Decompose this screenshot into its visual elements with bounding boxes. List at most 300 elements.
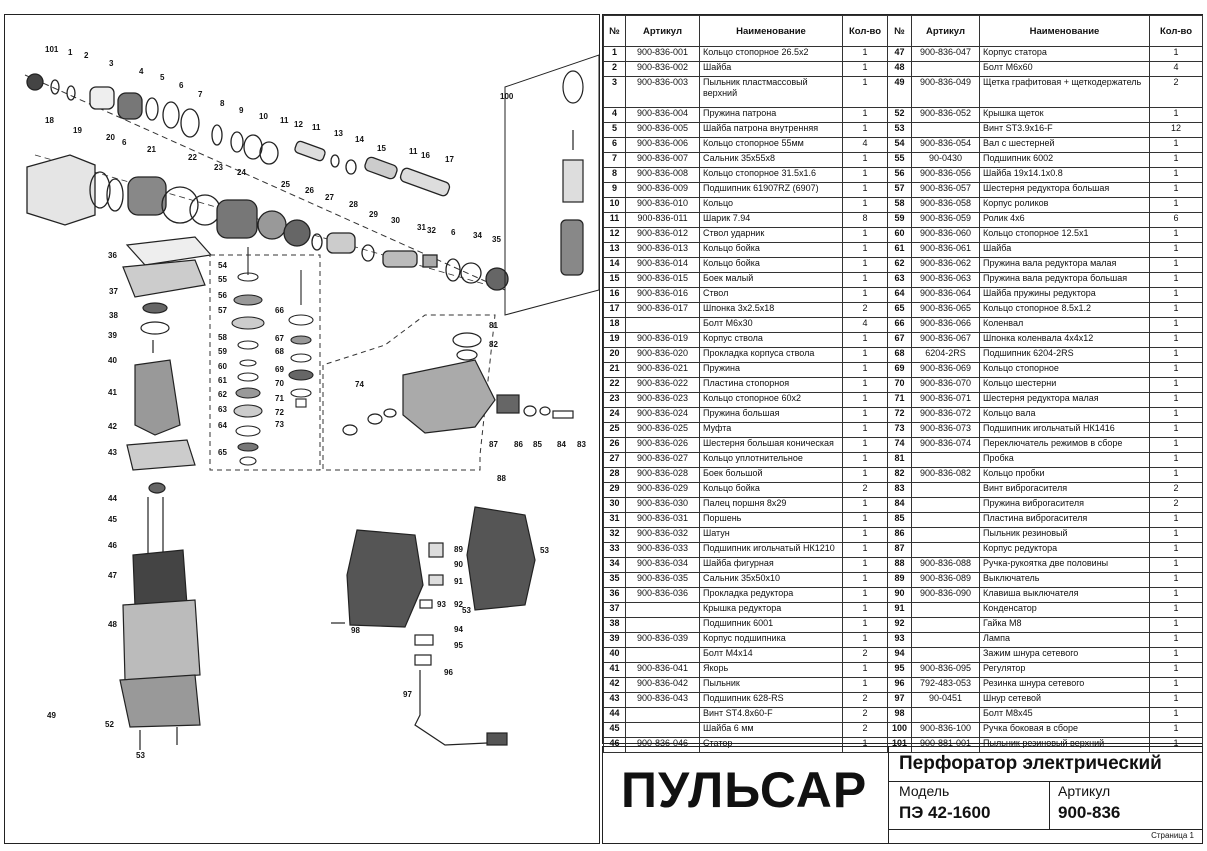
table-row: [604, 438, 1203, 453]
part-qty: 1: [1150, 648, 1203, 663]
part-qty: 1: [1150, 528, 1203, 543]
header-no: №: [604, 16, 626, 47]
part-name: Ствол: [700, 288, 843, 303]
part-callout-label: 92: [454, 600, 463, 609]
part-name: Прокладка редуктора: [700, 588, 843, 603]
part-name: Винт ST3.9х16-F: [980, 123, 1150, 138]
part-article: 900-836-017: [626, 303, 700, 318]
part-callout-label: 2: [84, 51, 89, 60]
part-number: 28: [604, 468, 626, 483]
part-article: 900-836-026: [626, 438, 700, 453]
part-qty: 1: [843, 438, 888, 453]
part-name: Якорь: [700, 663, 843, 678]
part-callout-label: 93: [437, 600, 446, 609]
part-qty: 2: [843, 648, 888, 663]
part-callout-label: 17: [445, 155, 454, 164]
brand-logo-text: ПУЛЬСАР: [621, 762, 868, 818]
model-value: ПЭ 42-1600: [899, 803, 991, 822]
part-number: 14: [604, 258, 626, 273]
part-qty: 12: [1150, 123, 1203, 138]
part-name: Лампа: [980, 633, 1150, 648]
part-qty: 1: [1150, 288, 1203, 303]
brand-logo: [603, 747, 889, 843]
part-number: 54: [888, 138, 912, 153]
part-article: 900-836-032: [626, 528, 700, 543]
part-qty: 1: [843, 123, 888, 138]
part-number: 53: [888, 123, 912, 138]
part-number: 24: [604, 408, 626, 423]
part-qty: 1: [843, 228, 888, 243]
part-number: 92: [888, 618, 912, 633]
part-number: 88: [888, 558, 912, 573]
part-number: 20: [604, 348, 626, 363]
part-qty: 1: [843, 738, 888, 753]
part-qty: 4: [843, 138, 888, 153]
part-callout-label: 28: [349, 200, 358, 209]
part-qty: 4: [843, 318, 888, 333]
part-callout-label: 89: [454, 545, 463, 554]
part-number: 6: [604, 138, 626, 153]
part-article: 900-836-054: [912, 138, 980, 153]
part-callout-label: 54: [218, 261, 227, 270]
part-name: Ручка-рукоятка две половины: [980, 558, 1150, 573]
part-number: 41: [604, 663, 626, 678]
table-row: [604, 288, 1203, 303]
part-article: 900-836-089: [912, 573, 980, 588]
part-name: Боек большой: [700, 468, 843, 483]
part-qty: 1: [1150, 138, 1203, 153]
part-number: 23: [604, 393, 626, 408]
part-article: 900-836-063: [912, 273, 980, 288]
header-qty: Кол-во: [1150, 16, 1203, 47]
part-callout-label: 31: [417, 223, 426, 232]
table-row: [604, 423, 1203, 438]
part-number: 30: [604, 498, 626, 513]
part-qty: 1: [1150, 47, 1203, 62]
part-name: Кольцо: [700, 198, 843, 213]
part-number: 35: [604, 573, 626, 588]
part-callout-label: 35: [492, 235, 501, 244]
table-row: [604, 408, 1203, 423]
part-number: 10: [604, 198, 626, 213]
table-row: [604, 77, 1203, 108]
part-article: [912, 62, 980, 77]
part-qty: 1: [843, 348, 888, 363]
part-article: 900-836-057: [912, 183, 980, 198]
part-article: [626, 318, 700, 333]
part-qty: 1: [1150, 303, 1203, 318]
part-name: Пластина виброгасителя: [980, 513, 1150, 528]
part-article: [912, 648, 980, 663]
part-callout-label: 95: [454, 641, 463, 650]
part-callout-label: 97: [403, 690, 412, 699]
part-qty: 1: [843, 663, 888, 678]
part-article: 900-836-059: [912, 213, 980, 228]
part-number: 94: [888, 648, 912, 663]
part-article: [626, 618, 700, 633]
part-callout-label: 72: [275, 408, 284, 417]
part-article: 90-0451: [912, 693, 980, 708]
part-qty: 1: [1150, 438, 1203, 453]
part-name: Подшипник игольчатый НК1416: [980, 423, 1150, 438]
part-qty: 2: [1150, 77, 1203, 108]
part-callout-label: 39: [108, 331, 117, 340]
part-qty: 1: [843, 588, 888, 603]
part-callout-label: 24: [237, 168, 246, 177]
table-row: [604, 47, 1203, 62]
part-callout-label: 66: [275, 306, 284, 315]
part-name: Шестерня большая коническая: [700, 438, 843, 453]
table-row: [604, 333, 1203, 348]
part-callout-label: 32: [427, 226, 436, 235]
part-name: Поршень: [700, 513, 843, 528]
part-article: 900-836-061: [912, 243, 980, 258]
part-callout-label: 10: [259, 112, 268, 121]
part-name: Клавиша выключателя: [980, 588, 1150, 603]
part-qty: 1: [843, 243, 888, 258]
part-callout-label: 7: [198, 90, 203, 99]
part-article: 900-836-046: [626, 738, 700, 753]
table-row: [604, 62, 1203, 77]
part-name: Кольцо стопорное 60х2: [700, 393, 843, 408]
part-number: 96: [888, 678, 912, 693]
part-callout-label: 23: [214, 163, 223, 172]
part-name: Болт М8х45: [980, 708, 1150, 723]
part-name: Шайба фигурная: [700, 558, 843, 573]
part-article: 900-836-073: [912, 423, 980, 438]
divider: [889, 829, 1202, 830]
part-name: Винт виброгасителя: [980, 483, 1150, 498]
part-article: [912, 618, 980, 633]
part-qty: 1: [1150, 633, 1203, 648]
part-number: 17: [604, 303, 626, 318]
part-number: 56: [888, 168, 912, 183]
part-callout-label: 53: [136, 751, 145, 760]
table-row: [604, 168, 1203, 183]
part-number: 63: [888, 273, 912, 288]
part-qty: 1: [843, 573, 888, 588]
part-qty: 1: [843, 363, 888, 378]
part-callout-label: 42: [108, 422, 117, 431]
part-callout-label: 9: [239, 106, 244, 115]
table-row: [604, 633, 1203, 648]
part-qty: 1: [843, 258, 888, 273]
part-name: Вал с шестерней: [980, 138, 1150, 153]
part-callout-label: 47: [108, 571, 117, 580]
part-number: 49: [888, 77, 912, 108]
part-qty: 1: [1150, 168, 1203, 183]
part-number: 66: [888, 318, 912, 333]
part-article: 900-836-021: [626, 363, 700, 378]
part-article: 90-0430: [912, 153, 980, 168]
part-number: 47: [888, 47, 912, 62]
part-callout-label: 73: [275, 420, 284, 429]
part-callout-label: 25: [281, 180, 290, 189]
part-number: 15: [604, 273, 626, 288]
table-header-row: [604, 16, 1203, 47]
part-name: Сальник 35х55х8: [700, 153, 843, 168]
part-article: [912, 498, 980, 513]
part-callout-label: 30: [391, 216, 400, 225]
part-qty: 1: [1150, 603, 1203, 618]
part-qty: 2: [1150, 483, 1203, 498]
part-callout-label: 38: [109, 311, 118, 320]
part-qty: 1: [843, 153, 888, 168]
part-article: [912, 483, 980, 498]
part-qty: 1: [1150, 108, 1203, 123]
part-article: 900-836-006: [626, 138, 700, 153]
part-article: 900-836-002: [626, 62, 700, 77]
table-row: [604, 108, 1203, 123]
page-number: Страница 1: [1151, 831, 1194, 840]
part-qty: 1: [843, 513, 888, 528]
part-name: Кольцо пробки: [980, 468, 1150, 483]
part-name: Пружина патрона: [700, 108, 843, 123]
part-name: Шайба патрона внутренняя: [700, 123, 843, 138]
table-row: [604, 588, 1203, 603]
part-callout-label: 61: [218, 376, 227, 385]
part-callout-label: 3: [109, 59, 114, 68]
part-qty: 4: [1150, 62, 1203, 77]
part-name: Шнур сетевой: [980, 693, 1150, 708]
part-article: 900-836-095: [912, 663, 980, 678]
parts-table-panel: [602, 14, 1203, 748]
part-qty: 6: [1150, 213, 1203, 228]
part-article: 900-836-069: [912, 363, 980, 378]
part-callout-label: 29: [369, 210, 378, 219]
part-article: 900-836-014: [626, 258, 700, 273]
table-row: [604, 528, 1203, 543]
part-name: Подшипник игольчатый НК1210: [700, 543, 843, 558]
part-name: Пружина вала редуктора большая: [980, 273, 1150, 288]
part-name: Подшипник 6001: [700, 618, 843, 633]
part-callout-label: 43: [108, 448, 117, 457]
part-callout-label: 6: [451, 228, 456, 237]
part-callout-label: 11: [409, 147, 418, 156]
part-qty: 1: [843, 62, 888, 77]
table-row: [604, 393, 1203, 408]
part-name: Кольцо стопорное 31.5х1.6: [700, 168, 843, 183]
part-callout-label: 87: [489, 440, 498, 449]
part-name: Кольцо стопорное 26.5х2: [700, 47, 843, 62]
part-callout-label: 81: [489, 321, 498, 330]
part-article: 900-836-039: [626, 633, 700, 648]
part-callout-label: 45: [108, 515, 117, 524]
part-article: 900-836-005: [626, 123, 700, 138]
part-article: [912, 633, 980, 648]
part-number: 22: [604, 378, 626, 393]
part-name: Конденсатор: [980, 603, 1150, 618]
part-qty: 1: [1150, 618, 1203, 633]
part-name: Винт ST4.8х60-F: [700, 708, 843, 723]
part-name: Пыльник резиновый: [980, 528, 1150, 543]
part-qty: 2: [843, 693, 888, 708]
part-name: Шайба 19х14.1х0.8: [980, 168, 1150, 183]
part-article: 900-836-066: [912, 318, 980, 333]
table-row: [604, 258, 1203, 273]
part-qty: 1: [1150, 348, 1203, 363]
part-name: Регулятор: [980, 663, 1150, 678]
part-number: 85: [888, 513, 912, 528]
part-number: 2: [604, 62, 626, 77]
part-qty: 1: [1150, 693, 1203, 708]
part-name: Шатун: [700, 528, 843, 543]
part-callout-label: 67: [275, 334, 284, 343]
part-name: Ствол ударник: [700, 228, 843, 243]
part-number: 46: [604, 738, 626, 753]
part-qty: 1: [843, 423, 888, 438]
part-name: Пыльник: [700, 678, 843, 693]
part-name: Кольцо стопорное 12.5х1: [980, 228, 1150, 243]
part-number: 59: [888, 213, 912, 228]
part-number: 1: [604, 47, 626, 62]
part-number: 95: [888, 663, 912, 678]
part-name: Зажим шнура сетевого: [980, 648, 1150, 663]
part-number: 65: [888, 303, 912, 318]
part-article: 900-836-082: [912, 468, 980, 483]
part-callout-label: 88: [497, 474, 506, 483]
part-number: 25: [604, 423, 626, 438]
part-name: Шестерня редуктора большая: [980, 183, 1150, 198]
exploded-diagram: [4, 14, 600, 844]
part-callout-label: 11: [312, 123, 321, 132]
part-callout-label: 26: [305, 186, 314, 195]
part-number: 90: [888, 588, 912, 603]
part-qty: 1: [843, 273, 888, 288]
part-callout-label: 14: [355, 135, 364, 144]
part-article: 900-836-062: [912, 258, 980, 273]
part-name: Пружина виброгасителя: [980, 498, 1150, 513]
part-number: 64: [888, 288, 912, 303]
part-number: 83: [888, 483, 912, 498]
part-article: 900-836-060: [912, 228, 980, 243]
part-name: Шайба: [700, 62, 843, 77]
table-row: [604, 348, 1203, 363]
part-name: Сальник 35х50х10: [700, 573, 843, 588]
part-name: Щетка графитовая + щеткодержатель: [980, 77, 1150, 108]
part-article: [912, 708, 980, 723]
part-qty: 1: [843, 558, 888, 573]
part-number: 12: [604, 228, 626, 243]
header-article: Артикул: [626, 16, 700, 47]
part-article: 900-836-029: [626, 483, 700, 498]
part-callout-label: 21: [147, 145, 156, 154]
part-article: 900-836-020: [626, 348, 700, 363]
header-name: Наименование: [700, 16, 843, 47]
part-qty: 1: [1150, 423, 1203, 438]
part-callout-label: 96: [444, 668, 453, 677]
part-article: 900-836-023: [626, 393, 700, 408]
part-qty: 1: [843, 288, 888, 303]
part-qty: 1: [1150, 333, 1203, 348]
part-number: 19: [604, 333, 626, 348]
part-qty: 1: [1150, 243, 1203, 258]
part-article: 900-836-001: [626, 47, 700, 62]
part-article: 900-836-049: [912, 77, 980, 108]
part-number: 84: [888, 498, 912, 513]
part-callout-label: 56: [218, 291, 227, 300]
part-article: 900-836-008: [626, 168, 700, 183]
part-number: 3: [604, 77, 626, 108]
part-callout-label: 62: [218, 390, 227, 399]
table-row: [604, 363, 1203, 378]
part-number: 91: [888, 603, 912, 618]
part-callout-label: 68: [275, 347, 284, 356]
part-article: 900-836-047: [912, 47, 980, 62]
table-row: [604, 213, 1203, 228]
header-name: Наименование: [980, 16, 1150, 47]
table-row: [604, 453, 1203, 468]
part-qty: 1: [1150, 573, 1203, 588]
part-name: Боек малый: [700, 273, 843, 288]
part-qty: 1: [1150, 183, 1203, 198]
document-title: Перфоратор электрический: [889, 747, 1202, 782]
part-qty: 1: [1150, 738, 1203, 753]
part-qty: 1: [1150, 708, 1203, 723]
part-number: 43: [604, 693, 626, 708]
part-number: 4: [604, 108, 626, 123]
parts-table: [603, 15, 1203, 753]
part-qty: 1: [843, 468, 888, 483]
part-article: 900-836-019: [626, 333, 700, 348]
part-callout-label: 83: [577, 440, 586, 449]
part-callout-label: 37: [109, 287, 118, 296]
part-article: [912, 543, 980, 558]
part-qty: 8: [843, 213, 888, 228]
part-name: Пружина: [700, 363, 843, 378]
part-name: Пыльник пластмассовый верхний: [700, 77, 843, 108]
part-number: 11: [604, 213, 626, 228]
part-name: Пружина вала редуктора малая: [980, 258, 1150, 273]
table-row: [604, 663, 1203, 678]
part-number: 7: [604, 153, 626, 168]
table-row: [604, 498, 1203, 513]
part-name: Пыльник резиновый верхний: [980, 738, 1150, 753]
part-number: 52: [888, 108, 912, 123]
part-qty: 1: [1150, 153, 1203, 168]
part-callout-label: 18: [45, 116, 54, 125]
part-qty: 1: [1150, 678, 1203, 693]
part-article: 900-836-024: [626, 408, 700, 423]
part-name: Корпус роликов: [980, 198, 1150, 213]
part-name: Корпус статора: [980, 47, 1150, 62]
part-name: Подшипник 61907RZ (6907): [700, 183, 843, 198]
part-name: Коленвал: [980, 318, 1150, 333]
part-callout-label: 101: [45, 45, 59, 54]
part-callout-label: 58: [218, 333, 227, 342]
part-name: Болт М6х30: [700, 318, 843, 333]
model-label: Модель: [899, 783, 950, 799]
part-qty: 1: [843, 453, 888, 468]
part-name: Гайка М8: [980, 618, 1150, 633]
title-block: [602, 746, 1203, 844]
part-name: Ручка боковая в сборе: [980, 723, 1150, 738]
article-value: 900-836: [1058, 803, 1121, 822]
part-article: 900-836-036: [626, 588, 700, 603]
part-article: [912, 603, 980, 618]
part-qty: 1: [843, 108, 888, 123]
part-callout-label: 48: [108, 620, 117, 629]
part-name: Пластина стопорноя: [700, 378, 843, 393]
table-row: [604, 708, 1203, 723]
part-name: Корпус ствола: [700, 333, 843, 348]
part-callout-label: 71: [275, 394, 284, 403]
part-number: 69: [888, 363, 912, 378]
part-name: Шестерня редуктора малая: [980, 393, 1150, 408]
part-name: Подшипник 6204-2RS: [980, 348, 1150, 363]
part-callout-label: 36: [108, 251, 117, 260]
part-name: Муфта: [700, 423, 843, 438]
